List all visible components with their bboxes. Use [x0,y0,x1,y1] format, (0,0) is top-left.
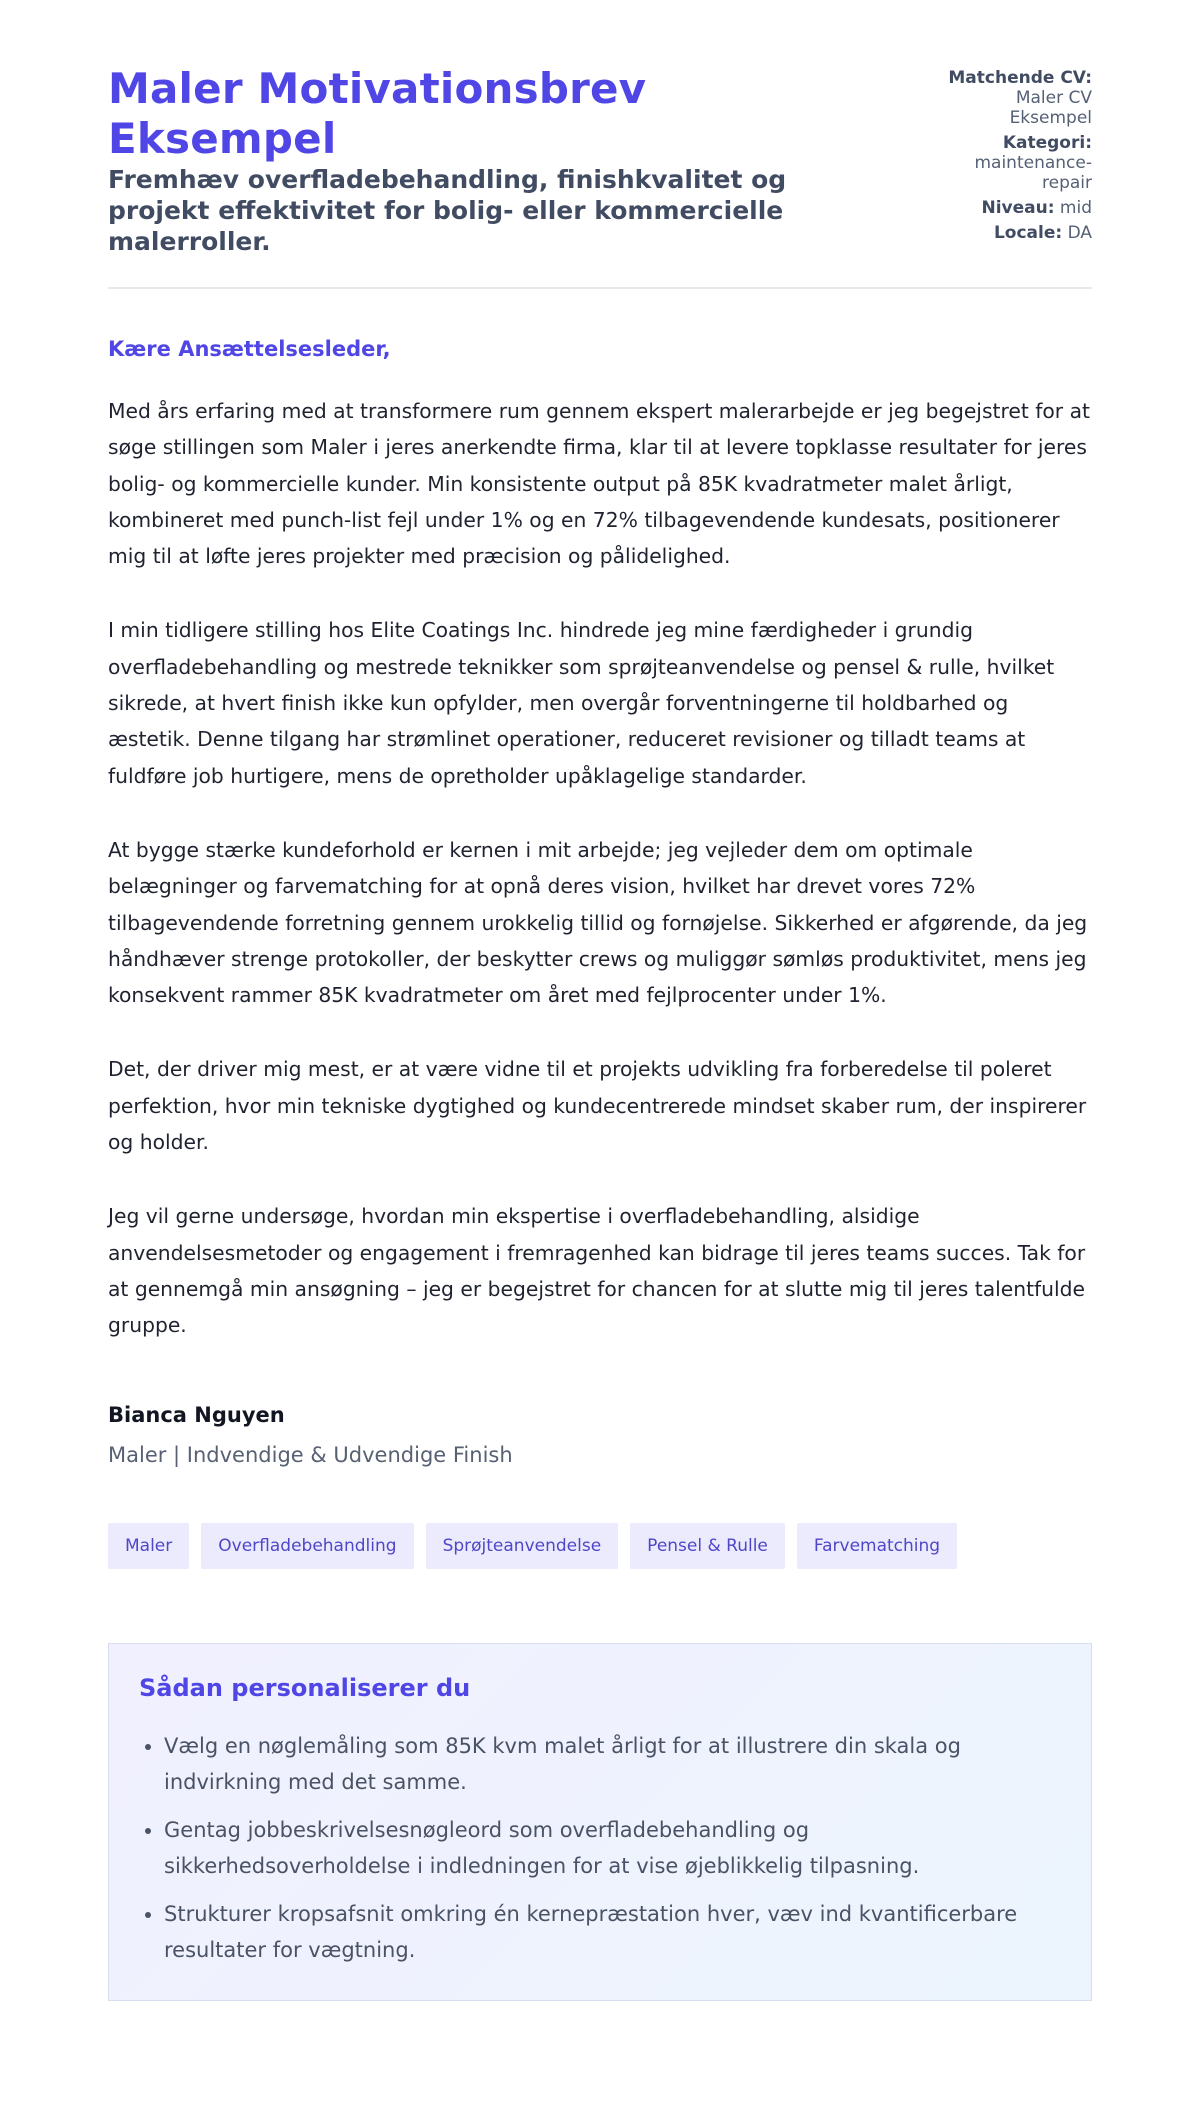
page-subtitle: Fremhæv overfladebehandling, finishkvalitet og projekt effektivitet for bolig- eller kommercielle malerroller. [108,165,787,256]
letter-greeting: Kære Ansættelsesleder, [108,337,391,361]
letter-paragraph: At bygge stærke kundeforhold er kernen i mit arbejde; jeg vejleder dem om optimale belægninger og farvematching for at opnå deres vision, hvilket har drevet vores 72% tilbagevendende forretning gennem urokkelig tillid og fornøjelse. Sikkerhed er afgørende, da jeg håndhæver strenge protokoller, der beskytter crews og muliggør sømløs produktivitet, mens jeg konsekvent rammer 85K kvadratmeter om året med fejlprocenter under 1%. [108,837,1088,1008]
signature-block [108,1401,1092,1469]
meta-cv-label: Matchende CV: [948,68,1092,88]
meta-locale-value: DA [1067,223,1092,243]
letter-paragraph: Jeg vil gerne undersøge, hvordan min ekspertise i overfladebehandling, alsidige anvendelsesmetoder og engagement i fremragenhed kan bidrage til jeres teams succes. Tak for at gennemgå min ansøgning – jeg er begejstret for chancen for at slutte mig til jeres talentfulde gruppe. [108,1204,1086,1338]
meta-locale [932,223,1092,243]
letter-body [108,393,1092,1344]
personalization-tips [108,1643,1092,2001]
page-header [108,64,1092,289]
meta-level [932,198,1092,218]
tag: Overfladebehandling [201,1523,413,1569]
tip-item: • Gentag jobbeskrivelsesnøgleord som overfladebehandling og sikkerhedsoverholdelse i indledningen for at vise øjeblikkelig tilpasning. [164,1812,1061,1884]
signature-name: Bianca Nguyen [108,1402,285,1427]
tips-list [139,1728,1061,1968]
title-block [108,64,868,257]
page-title: Maler Motivationsbrev Eksempel [108,64,647,163]
meta-category-label: Kategori: [1002,133,1092,153]
meta-category [932,133,1092,193]
tag-list [108,1523,1092,1569]
meta-level-label: Niveau: [981,198,1055,218]
tag: Maler [108,1523,189,1569]
tag: Sprøjteanvendelse [426,1523,619,1569]
meta-level-value: mid [1059,198,1092,218]
signature-title: Maler | Indvendige & Udvendige Finish [108,1442,513,1467]
meta-panel [932,64,1092,248]
meta-cv-value: Maler CV Eksempel [1009,88,1092,128]
tips-title: Sådan personaliserer du [139,1673,471,1702]
meta-locale-label: Locale: [993,223,1063,243]
tag: Farvematching [797,1523,957,1569]
tip-item: • Strukturer kropsafsnit omkring én kernepræstation hver, væv ind kvantificerbare resultater for vægtning. [164,1896,1061,1968]
letter-paragraph: Det, der driver mig mest, er at være vidne til et projekts udvikling fra forberedelse til poleret perfektion, hvor min tekniske dygtighed og kundecentrerede mindset skaber rum, der inspirerer og holder. [108,1057,1087,1155]
tag: Pensel & Rulle [630,1523,785,1569]
meta-cv [932,68,1092,128]
meta-category-value: maintenance-repair [974,153,1092,193]
letter-paragraph: Med års erfaring med at transformere rum gennem ekspert malerarbejde er jeg begejstret for at søge stillingen som Maler i jeres anerkendte firma, klar til at levere topklasse resultater for jeres bolig- og kommercielle kunder. Min konsistente output på 85K kvadratmeter malet årligt, kombineret med punch-list fejl under 1% og en 72% tilbagevendende kundesats, positionerer mig til at løfte jeres projekter med præcision og pålidelighed. [108,399,1090,569]
tip-item: • Vælg en nøglemåling som 85K kvm malet årligt for at illustrere din skala og indvirkning med det samme. [164,1728,1061,1800]
letter-paragraph: I min tidligere stilling hos Elite Coatings Inc. hindrede jeg mine færdigheder i grundig overfladebehandling og mestrede teknikker som sprøjteanvendelse og pensel & rulle, hvilket sikrede, at hvert finish ikke kun opfylder, men overgår forventningerne til holdbarhed og æstetik. Denne tilgang har strømlinet operationer, reduceret revisioner og tilladt teams at fuldføre job hurtigere, mens de opretholder upåklagelige standarder. [108,618,1055,788]
